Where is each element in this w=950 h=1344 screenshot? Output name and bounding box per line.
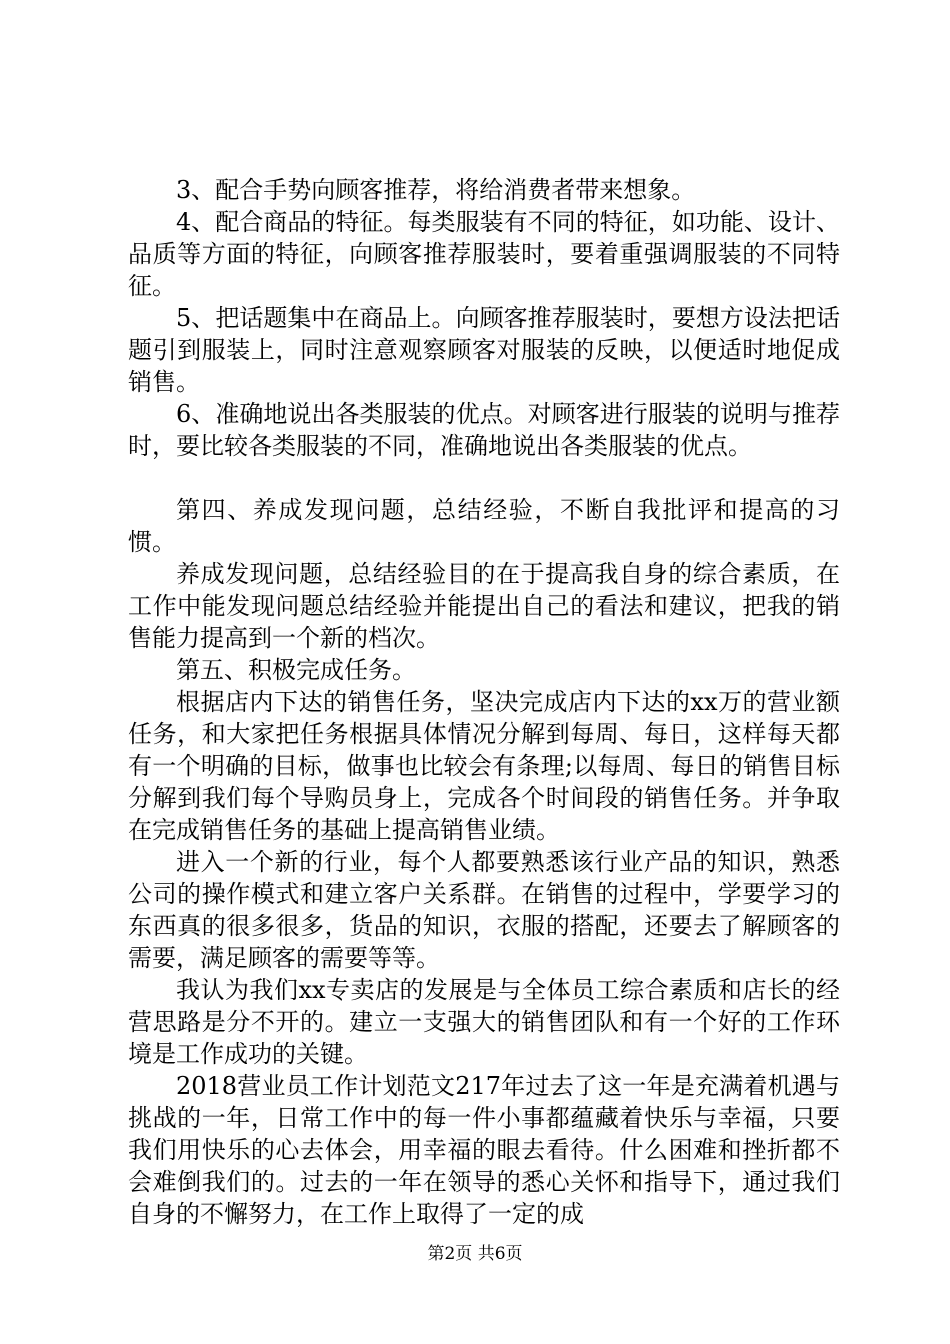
paragraph-gap bbox=[128, 462, 840, 494]
paragraph-6: 根据店内下达的销售任务，坚决完成店内下达的xx万的营业额任务，和大家把任务根据具体情况分解到每周、每日，这样每天都有一个明确的目标，做事也比较会有条理;以每周、每日的销售目标分解到我们每个导购员身上，完成各个时间段的销售任务。并争取在完成销售任务的基础上提高销售业绩。 bbox=[128, 688, 840, 844]
page-number-footer: 第2页 共6页 bbox=[427, 1244, 523, 1264]
section-heading-5: 第五、积极完成任务。 bbox=[176, 656, 416, 684]
paragraph-3: 5、把话题集中在商品上。向顾客推荐服装时，要想方设法把话题引到服装上，同时注意观察顾客对服装的反映，以便适时地促成销售。 bbox=[128, 304, 840, 396]
paragraph-9: 2018营业员工作计划范文217年过去了这一年是充满着机遇与挑战的一年，日常工作中的每一件小事都蕴藏着快乐与幸福，只要我们用快乐的心去体会，用幸福的眼去看待。什么困难和挫折都不会难倒我们的。过去的一年在领导的悉心关怀和指导下，通过我们自身的不懈努力，在工作上取得了一定的成 bbox=[128, 1072, 840, 1228]
paragraph-4: 6、准确地说出各类服装的优点。对顾客进行服装的说明与推荐时，要比较各类服装的不同，准确地说出各类服装的优点。 bbox=[128, 400, 840, 460]
paragraph-8: 我认为我们xx专卖店的发展是与全体员工综合素质和店长的经营思路是分不开的。建立一支强大的销售团队和有一个好的工作环境是工作成功的关键。 bbox=[128, 976, 840, 1068]
paragraph-1: 3、配合手势向顾客推荐，将给消费者带来想象。 bbox=[176, 176, 696, 204]
section-heading-4: 第四、养成发现问题，总结经验，不断自我批评和提高的习惯。 bbox=[128, 496, 840, 556]
paragraph-2: 4、配合商品的特征。每类服装有不同的特征，如功能、设计、品质等方面的特征，向顾客推荐服装时，要着重强调服装的不同特征。 bbox=[128, 208, 840, 300]
document-body bbox=[128, 174, 840, 1230]
paragraph-5: 养成发现问题，总结经验目的在于提高我自身的综合素质，在工作中能发现问题总结经验并能提出自己的看法和建议，把我的销售能力提高到一个新的档次。 bbox=[128, 560, 840, 652]
paragraph-7: 进入一个新的行业，每个人都要熟悉该行业产品的知识，熟悉公司的操作模式和建立客户关系群。在销售的过程中，学要学习的东西真的很多很多，货品的知识，衣服的搭配，还要去了解顾客的需要，满足顾客的需要等等。 bbox=[128, 848, 840, 972]
